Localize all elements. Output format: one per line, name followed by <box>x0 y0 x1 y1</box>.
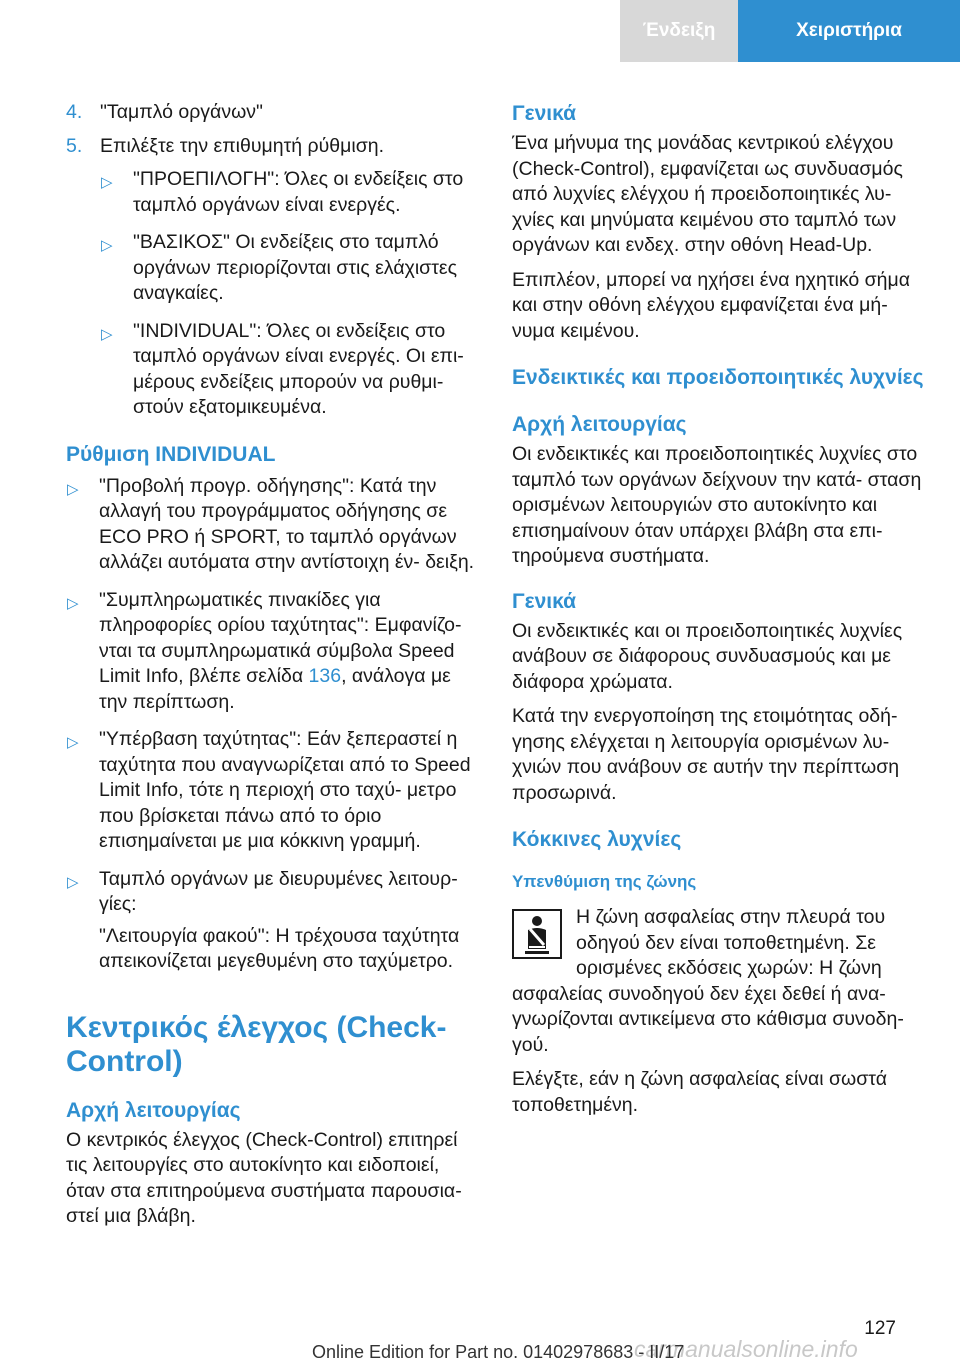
step-text: "Ταμπλό οργάνων" <box>100 101 263 123</box>
principle-text: Ο κεντρικός έλεγχος (Check-Control) επιτηρεί τις λειτουργίες στο αυτοκίνητο και ειδοποιεί, όταν στα επιτηρούμενα συστήματα παρουσια- στεί μια βλάβη. <box>66 1128 462 1227</box>
option-text: "ΠΡΟΕΠΙΛΟΓΗ": Όλες οι ενδείξεις στο ταμπλό οργάνων είναι ενεργές. <box>133 168 464 216</box>
seatbelt-check: Ελέγξτε, εάν η ζώνη ασφαλείας είναι σωστά τοποθετημένη. <box>512 1068 887 1116</box>
individual-item <box>66 588 480 716</box>
individual-item-text-part: , ανάλογα με την περίπτωση. <box>99 665 451 713</box>
seatbelt-warning-icon <box>512 909 562 959</box>
check-control-heading: Κεντρικός έλεγχος (Check- Control) <box>66 1010 447 1078</box>
seatbelt-heading: Υπενθύμιση της ζώνης <box>512 872 697 891</box>
individual-item <box>66 867 480 918</box>
option-text: "INDIVIDUAL": Όλες οι ενδείξεις στο ταμπλό οργάνων είναι ενεργές. Οι επι- μέρους ενδείξεις μπορούν να ρυθμι- στούν εξατομικευμένα. <box>133 319 464 418</box>
bullet-triangle-icon: ▷ <box>67 873 79 891</box>
option-text: "ΒΑΣΙΚΟΣ" Οι ενδείξεις στο ταμπλό οργάνων περιορίζονται στις ελάχιστες αναγκαίες. <box>133 231 457 304</box>
individual-subtext: "Λειτουργία φακού": Η τρέχουσα ταχύτητα απεικονίζεται μεγεθυμένη στο ταχύμετρο. <box>99 924 460 972</box>
step-text: Επιλέξτε την επιθυμητή ρύθμιση. <box>100 134 384 157</box>
red-lamps-heading: Κόκκινες λυχνίες <box>512 828 682 851</box>
general-heading: Γενικά <box>512 102 577 125</box>
general-paragraph: Επιπλέον, μπορεί να ηχήσει ένα ηχητικό σήμα και στην οθόνη ελέγχου εμφανίζεται ένα μή- νυμα κειμένου. <box>512 268 911 342</box>
page-footer <box>0 1300 960 1362</box>
individual-item-text: "Προβολή προγρ. οδήγησης": Κατά την αλλαγή του προγράμματος οδήγησης σε ECO PRO ή SPORT, το ταμπλό οργάνων αλλάζει αυτόματα στην αντίστοιχη έν- δειξη. <box>99 474 475 573</box>
bullet-triangle-icon: ▷ <box>101 237 113 254</box>
individual-heading: Ρύθμιση INDIVIDUAL <box>66 442 276 466</box>
step-item <box>66 134 480 160</box>
bullet-triangle-icon: ▷ <box>67 594 79 612</box>
individual-item <box>66 727 480 855</box>
individual-item <box>66 474 480 576</box>
lamps-principle-text: Οι ενδεικτικές και προειδοποιητικές λυχνίες στο ταμπλό των οργάνων δείχνουν την κατά- σταση ορισμένων λειτουργιών στο αυτοκίνητο και επισημαίνουν όταν υπάρχει βλάβη στα επι- τηρούμενα συστήματα. <box>512 443 922 567</box>
step-number: 5. <box>66 134 83 157</box>
page-number: 127 <box>864 1318 896 1339</box>
individual-item-text: "Υπέρβαση ταχύτητας": Εάν ξεπεραστεί η ταχύτητα που αναγνωρίζεται από το Speed Limit Info, τότε η περιοχή στο ταχύ- μετρο που βρίσκεται πάνω από το όριο επισημαίνεται με μια κόκκινη γραμμή. <box>99 728 471 852</box>
seatbelt-figure-icon <box>517 913 557 957</box>
watermark: carmanualsonline.info <box>634 1336 858 1362</box>
step-number: 4. <box>66 101 83 123</box>
individual-item-text: Ταμπλό οργάνων με διευρυμένες λειτουρ- γίες: <box>99 867 458 915</box>
edition-note: Online Edition for Part no. 01402978683 - II/17 <box>312 1342 685 1362</box>
page-reference-link[interactable]: 136 <box>308 665 342 687</box>
lamps-general-heading: Γενικά <box>512 589 577 613</box>
left-column <box>66 100 480 1239</box>
right-column <box>512 100 928 1127</box>
lamps-general-paragraph: Οι ενδεικτικές και οι προειδοποιητικές λυχνίες ανάβουν σε διάφορους συνδυασμούς και με διάφορα χρώματα. <box>512 619 903 693</box>
header-tab-section: Ένδειξη <box>620 0 738 62</box>
general-paragraph: Ένα μήνυμα της μονάδας κεντρικού ελέγχου (Check-Control), εμφανίζεται ως συνδυασμός από λυχνίες ελέγχου ή προειδοποιητικές λυ- χνίες και μηνύματα κειμένου στο ταμπλό των οργάνων και ενδεχ. στην οθόνη Head-Up. <box>512 132 903 256</box>
option-item <box>100 319 480 421</box>
bullet-triangle-icon: ▷ <box>67 734 79 751</box>
principle-heading: Αρχή λειτουργίας <box>66 1098 241 1122</box>
bullet-triangle-icon: ▷ <box>67 480 79 498</box>
header-tab-chapter: Χειριστήρια <box>738 0 960 62</box>
individual-item-text <box>99 589 461 713</box>
seatbelt-warning <box>512 905 928 1067</box>
individual-item-text-part: "Συμπληρωματικές πινακίδες για πληροφορίες ορίου ταχύτητας": Εμφανίζο- νται τα συμπληρωματικά σύμβολα Speed Limit Info, βλέπε σελίδα <box>99 588 462 687</box>
bullet-triangle-icon: ▷ <box>101 325 113 343</box>
seatbelt-text: Η ζώνη ασφαλείας στην πλευρά του οδηγού δεν είναι τοποθετημένη. Σε ορισμένες εκδόσεις χωρών: Η ζώνη ασφαλείας συνοδηγού δεν έχει δεθεί ή ανα- γνωρίζονται αντικείμενα στο κάθισμα συνοδη- γού. <box>512 906 904 1056</box>
option-item <box>100 230 480 307</box>
step-item <box>66 100 480 126</box>
lamps-heading: Ενδεικτικές και προειδοποιητικές λυχνίες <box>512 366 924 389</box>
lamps-principle-heading: Αρχή λειτουργίας <box>512 413 687 436</box>
option-item <box>100 167 480 218</box>
lamps-general-paragraph: Κατά την ενεργοποίηση της ετοιμότητας οδή- γησης ελέγχεται η λειτουργία ορισμένων λυ- χνιών που ανάβουν σε αυτήν την περίπτωση προσωρινά. <box>512 705 900 804</box>
bullet-triangle-icon: ▷ <box>101 174 113 191</box>
